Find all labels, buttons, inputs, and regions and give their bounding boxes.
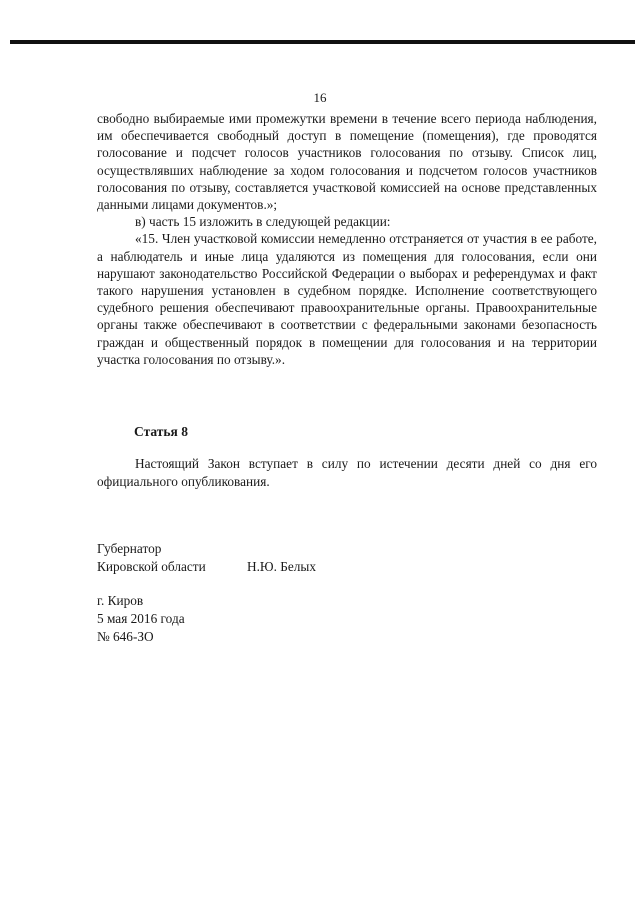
article-body xyxy=(97,455,597,491)
city: г. Киров xyxy=(97,593,144,608)
paragraph-continuation: свободно выбираемые ими промежутки времени в течение всего периода наблюдения, им обеспечивается свободный доступ в помещение (помещения), где проводятся голосование и подсчет голосов участников голосования по отзыву. Список лиц, осуществлявших наблюдение за ходом голосования и подсчетом голосов участников голосования по отзыву, составляется участковой комиссией на основе представленных данными лицами документов.»; xyxy=(97,111,597,213)
article-heading: Статья 8 xyxy=(134,424,188,439)
article-paragraph: Настоящий Закон вступает в силу по истечении десяти дней со дня его официального опубликования. xyxy=(97,456,597,489)
page-number: 16 xyxy=(313,90,327,105)
top-border-line xyxy=(10,40,635,44)
signer-name: Н.Ю. Белых xyxy=(247,559,316,574)
paragraph-amendment-intro: в) часть 15 изложить в следующей редакции: xyxy=(135,214,391,230)
signer-row xyxy=(97,558,316,576)
document-body xyxy=(97,110,597,368)
signer-title-line2: Кировской области xyxy=(97,559,206,574)
signature-block xyxy=(97,540,316,576)
law-number: № 646-ЗО xyxy=(97,629,154,644)
place-date-block xyxy=(97,592,185,646)
signer-title-line1: Губернатор xyxy=(97,541,162,556)
date: 5 мая 2016 года xyxy=(97,611,185,626)
paragraph-part-15: «15. Член участковой комиссии немедленно отстраняется от участия в ее работе, а наблюдатель и иные лица удаляются из помещения для голосования, если они нарушают законодательство Российской Федерации о выборах и референдумах и факт такого нарушения установлен в судебном порядке. Исполнение соответствующего судебного решения обеспечивают правоохранительные органы. Правоохранительные органы также обеспечивают в соответствии с федеральными законами безопасность граждан и общественный порядок в помещении для голосования и на территории участка голосования по отзыву.». xyxy=(97,231,597,367)
